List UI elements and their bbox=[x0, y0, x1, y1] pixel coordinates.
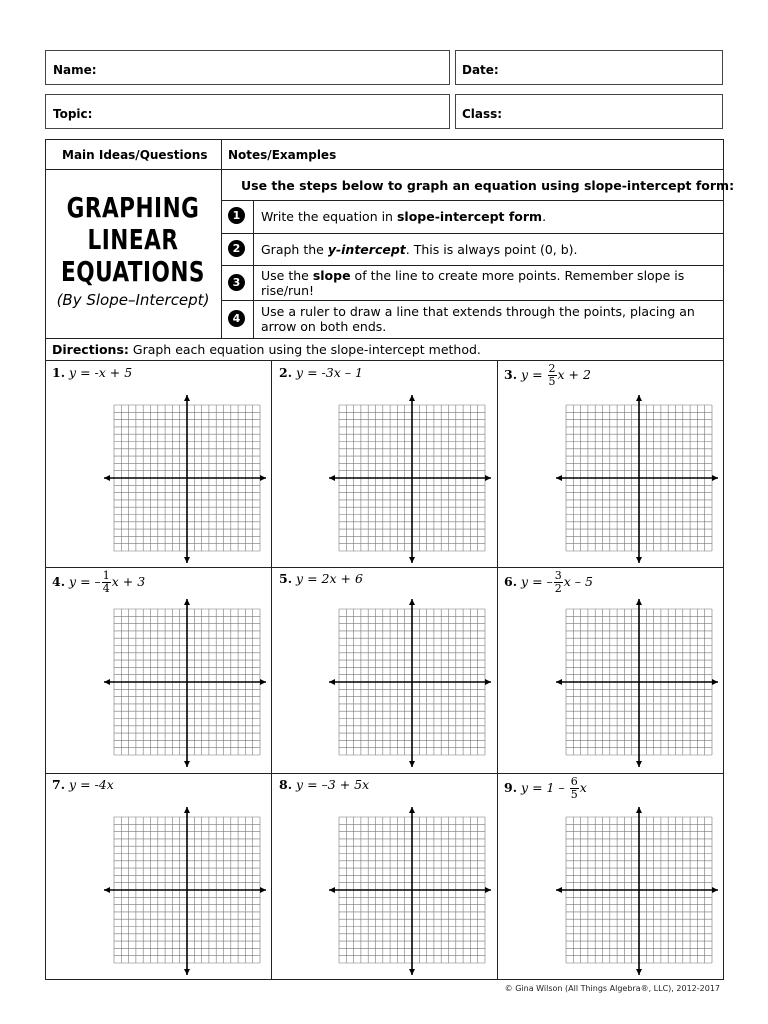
x-axis-arrow-right bbox=[260, 475, 266, 481]
divider bbox=[221, 265, 724, 266]
x-axis-arrow-right bbox=[485, 679, 491, 685]
x-axis-arrow-left bbox=[104, 475, 110, 481]
x-axis-arrow-right bbox=[260, 887, 266, 893]
y-axis-arrow-down bbox=[636, 761, 642, 767]
x-axis-arrow-right bbox=[712, 887, 718, 893]
problem-7-equation: 7. y = -4x bbox=[52, 777, 114, 792]
y-axis-arrow-down bbox=[184, 761, 190, 767]
divider bbox=[221, 300, 724, 301]
coordinate-grid-3[interactable] bbox=[554, 393, 720, 565]
divider bbox=[221, 233, 724, 234]
step-text-4: Use a ruler to draw a line that extends through the points, placing an arrow on both ends. bbox=[261, 304, 695, 334]
date-label: Date: bbox=[462, 63, 499, 77]
problem-3-equation: 3. y = $\frac{2}{5}$ x + 2 bbox=[504, 362, 591, 388]
topic-label: Topic: bbox=[53, 107, 93, 121]
title-line-3: EQUATIONS bbox=[61, 255, 205, 289]
steps-intro: Use the steps below to graph an equation using slope-intercept form: bbox=[241, 178, 735, 193]
divider bbox=[45, 169, 724, 170]
y-axis-arrow-up bbox=[636, 599, 642, 605]
x-axis-arrow-left bbox=[329, 887, 335, 893]
coordinate-grid-9[interactable] bbox=[554, 805, 720, 977]
y-axis-arrow-up bbox=[636, 807, 642, 813]
y-axis-arrow-down bbox=[409, 557, 415, 563]
col-header-main-ideas: Main Ideas/Questions bbox=[62, 148, 208, 162]
coordinate-grid-8[interactable] bbox=[327, 805, 493, 977]
y-axis-arrow-up bbox=[184, 807, 190, 813]
divider bbox=[271, 360, 272, 980]
y-axis-arrow-up bbox=[409, 599, 415, 605]
date-field[interactable] bbox=[455, 50, 723, 85]
step-number-4: 4 bbox=[228, 310, 245, 327]
x-axis-arrow-left bbox=[104, 887, 110, 893]
copyright-footer: © Gina Wilson (All Things Algebra®, LLC), 2012-2017 bbox=[504, 984, 720, 993]
problem-4-equation: 4. y = – $\frac{1}{4}$ x + 3 bbox=[52, 569, 146, 595]
divider bbox=[45, 567, 724, 568]
step-number-1: 1 bbox=[228, 207, 245, 224]
problem-2-equation: 2. y = -3x – 1 bbox=[279, 365, 363, 380]
coordinate-grid-4[interactable] bbox=[102, 597, 268, 769]
directions bbox=[52, 342, 481, 357]
y-axis-arrow-up bbox=[636, 395, 642, 401]
step-text-1: Write the equation in slope-intercept form. bbox=[261, 209, 547, 224]
x-axis-arrow-right bbox=[485, 475, 491, 481]
name-field[interactable] bbox=[45, 50, 450, 85]
problem-9-equation: 9. y = 1 – $\frac{6}{5}$ x bbox=[504, 775, 587, 801]
coordinate-grid-7[interactable] bbox=[102, 805, 268, 977]
coordinate-grid-5[interactable] bbox=[327, 597, 493, 769]
divider bbox=[497, 360, 498, 980]
x-axis-arrow-left bbox=[556, 887, 562, 893]
step-number-3: 3 bbox=[228, 274, 245, 291]
divider bbox=[221, 139, 222, 338]
name-label: Name: bbox=[53, 63, 97, 77]
y-axis-arrow-down bbox=[636, 969, 642, 975]
y-axis-arrow-up bbox=[184, 395, 190, 401]
title-subtitle: (By Slope–Intercept) bbox=[56, 291, 210, 309]
title-line-1: GRAPHING bbox=[66, 191, 200, 225]
divider bbox=[253, 200, 254, 338]
divider bbox=[45, 773, 724, 774]
step-text-2: Graph the y-intercept. This is always point (0, b). bbox=[261, 242, 578, 257]
x-axis-arrow-left bbox=[329, 679, 335, 685]
class-field[interactable] bbox=[455, 94, 723, 129]
x-axis-arrow-left bbox=[329, 475, 335, 481]
divider bbox=[221, 200, 724, 201]
y-axis-arrow-up bbox=[409, 395, 415, 401]
y-axis-arrow-down bbox=[184, 557, 190, 563]
y-axis-arrow-down bbox=[636, 557, 642, 563]
divider bbox=[45, 338, 724, 339]
x-axis-arrow-left bbox=[556, 679, 562, 685]
x-axis-arrow-left bbox=[556, 475, 562, 481]
problem-8-equation: 8. y = –3 + 5x bbox=[279, 777, 370, 792]
step-text-3: Use the slope of the line to create more points. Remember slope is rise/run! bbox=[261, 268, 685, 298]
x-axis-arrow-left bbox=[104, 679, 110, 685]
step-number-2: 2 bbox=[228, 240, 245, 257]
coordinate-grid-2[interactable] bbox=[327, 393, 493, 565]
x-axis-arrow-right bbox=[712, 475, 718, 481]
x-axis-arrow-right bbox=[485, 887, 491, 893]
title-line-2: LINEAR bbox=[87, 223, 179, 257]
problem-6-equation: 6. y = – $\frac{3}{2}$ x – 5 bbox=[504, 569, 593, 595]
y-axis-arrow-up bbox=[184, 599, 190, 605]
coordinate-grid-6[interactable] bbox=[554, 597, 720, 769]
directions-label: Directions: bbox=[52, 342, 129, 357]
class-label: Class: bbox=[462, 107, 503, 121]
col-header-notes: Notes/Examples bbox=[228, 148, 337, 162]
directions-text: Graph each equation using the slope-intercept method. bbox=[128, 342, 481, 357]
y-axis-arrow-down bbox=[409, 761, 415, 767]
y-axis-arrow-down bbox=[184, 969, 190, 975]
y-axis-arrow-down bbox=[409, 969, 415, 975]
x-axis-arrow-right bbox=[260, 679, 266, 685]
x-axis-arrow-right bbox=[712, 679, 718, 685]
coordinate-grid-1[interactable] bbox=[102, 393, 268, 565]
topic-field[interactable] bbox=[45, 94, 450, 129]
problem-5-equation: 5. y = 2x + 6 bbox=[279, 571, 363, 586]
y-axis-arrow-up bbox=[409, 807, 415, 813]
divider bbox=[45, 360, 724, 361]
problem-1-equation: 1. y = -x + 5 bbox=[52, 365, 133, 380]
